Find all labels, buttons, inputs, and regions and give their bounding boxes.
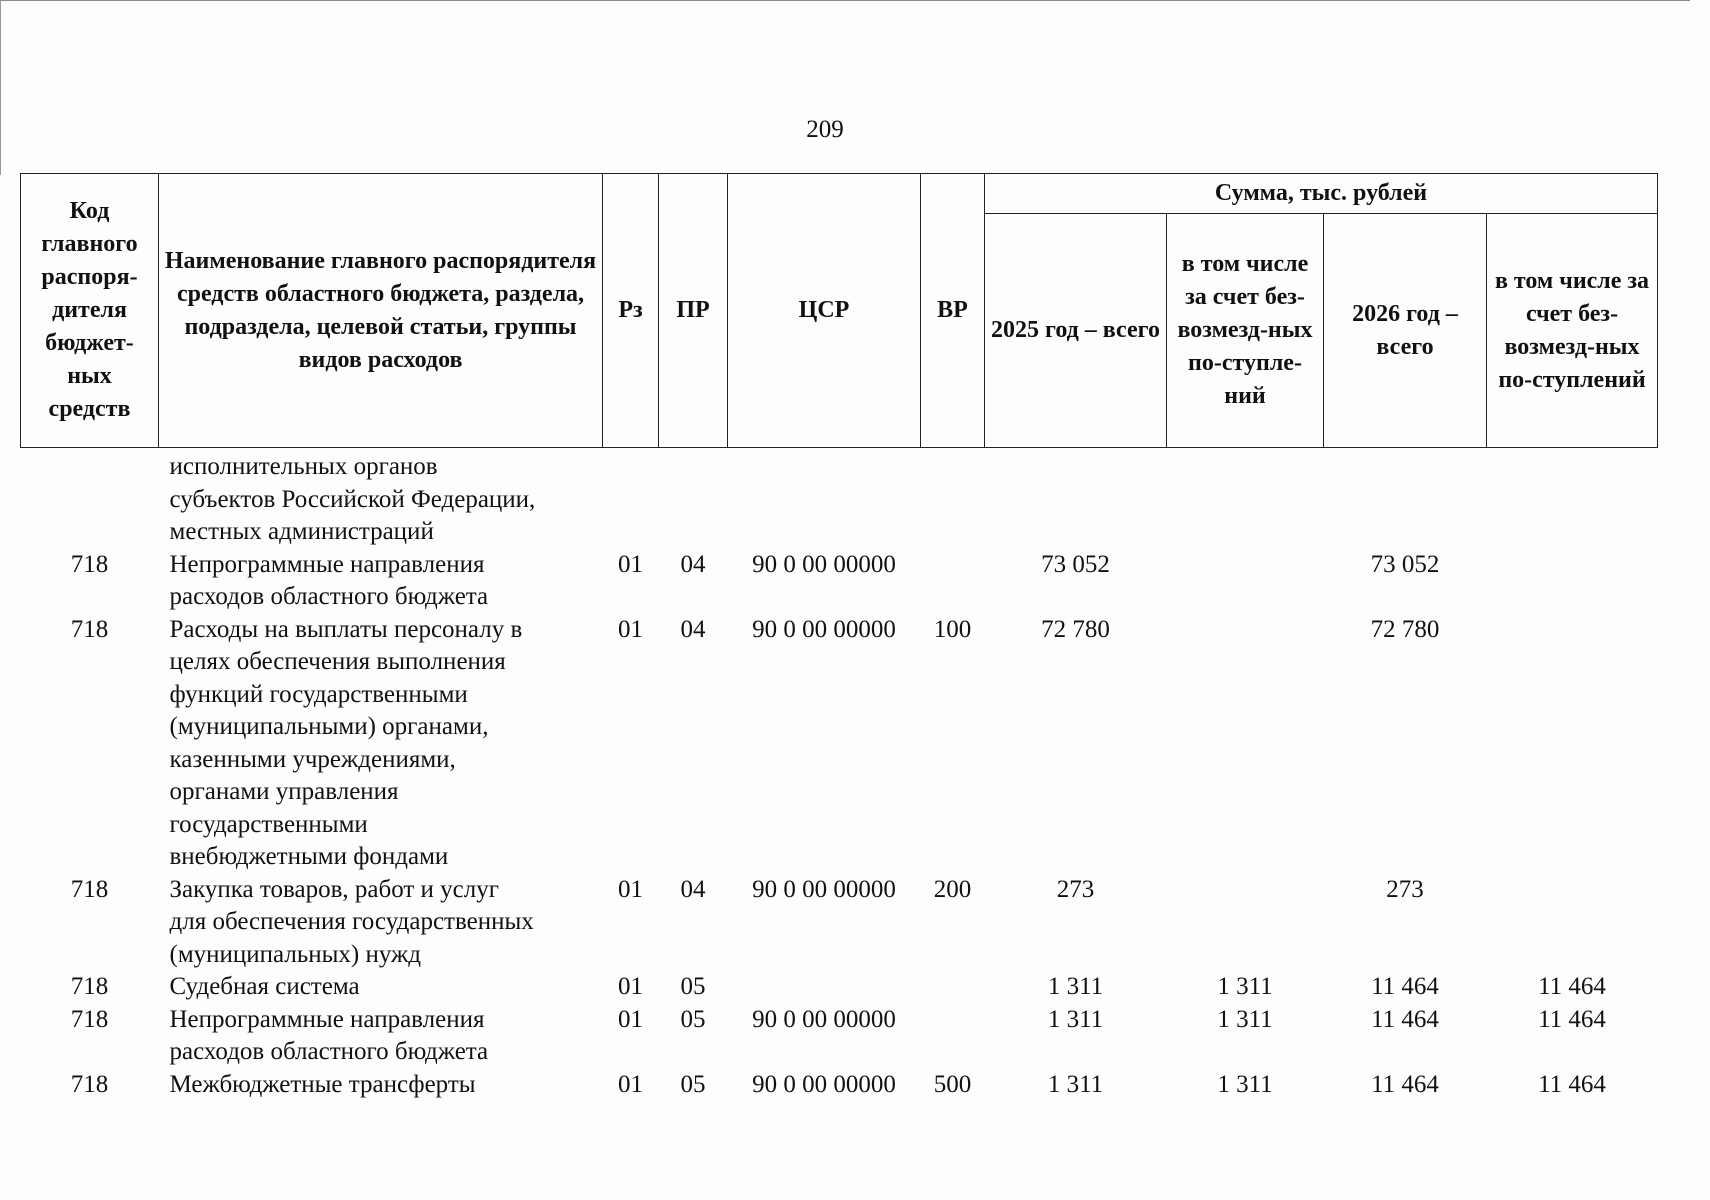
cell-csr [728,971,921,1004]
cell-2026-total: 273 [1386,875,1424,903]
cell-code: 718 [70,875,109,903]
cell-2026-free [1487,614,1658,874]
header-2026-total: 2026 год – всего [1324,214,1487,448]
cell-csr [728,451,921,549]
cell-2025-free [1167,549,1324,614]
cell-rz: 01 [618,550,643,578]
cell-2026-free: 11 464 [1538,1005,1606,1033]
table-row [21,549,1658,614]
cell-2025-total: 273 [1056,875,1095,903]
header-csr: ЦСР [728,174,921,448]
cell-2026-total: 11 464 [1371,1070,1439,1098]
cell-rz: 01 [618,1005,643,1033]
cell-2026-free [1487,451,1658,549]
cell-2025-total: 73 052 [1041,550,1110,578]
header-pr: ПР [659,174,728,448]
cell-pr: 05 [680,973,706,1000]
header-vr: ВР [921,174,985,448]
cell-csr: 90 0 00 00000 [752,875,896,903]
cell-2025-free: 1 311 [1217,1070,1273,1098]
cell-code: 718 [70,973,109,1000]
cell-2025-total: 1 311 [1047,1070,1104,1098]
cell-name: Судебная система [169,973,360,1000]
header-2025-total: 2025 год – всего [985,214,1167,448]
cell-2026-total [1324,451,1487,549]
cell-vr: 500 [933,1070,972,1098]
cell-vr [921,549,985,614]
cell-2025-total: 1 311 [1047,1005,1104,1033]
cell-code: 718 [70,1005,109,1033]
header-sum: Сумма, тыс. рублей [985,174,1658,214]
cell-vr: 200 [933,875,972,903]
cell-code: 718 [70,615,109,643]
header-2025-free: в том числе за счет без-возмезд-ных по-ступле-ний [1167,214,1324,448]
cell-pr: 04 [680,615,706,643]
cell-vr [921,971,985,1004]
cell-2025-total: 1 311 [1047,973,1104,1000]
header-rz: Рз [603,174,659,448]
scan-edge-line [0,0,1,175]
cell-2026-total: 11 464 [1371,973,1439,1000]
table-row [21,614,1658,874]
cell-vr [921,1004,985,1069]
cell-2025-free: 1 311 [1217,1005,1273,1033]
header-2026-free: в том числе за счет без-возмезд-ных по-ступлений [1487,214,1658,448]
cell-csr: 90 0 00 00000 [752,550,896,578]
cell-2025-free [1167,451,1324,549]
cell-2026-free [1487,549,1658,614]
header-name-label: Наименование главного распорядителя средств областного бюджета, раздела, подраздела, целевой статьи, группы видов расходов [164,247,597,373]
cell-pr: 04 [680,875,706,903]
table-row [21,451,1658,549]
table-row [21,1004,1658,1069]
cell-vr: 100 [933,615,972,643]
cell-name: Непрограммные направления расходов областного бюджета [169,1005,489,1065]
cell-csr: 90 0 00 00000 [752,1070,896,1098]
cell-2026-free [1487,874,1658,972]
cell-rz: 01 [618,1070,643,1098]
cell-2025-total [985,451,1167,549]
table-row [21,971,1658,1004]
cell-2025-free: 1 311 [1217,973,1273,1000]
table-row [21,874,1658,972]
cell-pr: 05 [680,1070,706,1098]
cell-name: Непрограммные направления расходов областного бюджета [169,550,489,610]
header-name [159,174,603,448]
cell-2025-total: 72 780 [1041,615,1110,643]
cell-rz [603,451,659,549]
cell-rz: 01 [618,615,643,643]
cell-2026-free: 11 464 [1538,973,1606,1000]
cell-2026-free: 11 464 [1538,1070,1606,1098]
budget-table [20,173,1658,1101]
cell-rz: 01 [618,875,643,903]
cell-2026-total: 72 780 [1370,615,1440,643]
cell-2026-total: 73 052 [1370,550,1440,578]
cell-2025-free [1167,874,1324,972]
cell-name: исполнительных органов субъектов Российской Федерации, местных администраций [169,453,536,545]
header-code [21,174,159,448]
cell-pr: 05 [680,1005,706,1033]
cell-pr [659,451,728,549]
page-number: 209 [806,116,844,143]
cell-csr: 90 0 00 00000 [752,615,896,643]
cell-code: 718 [70,550,109,578]
cell-name: Межбюджетные трансферты [169,1070,476,1098]
cell-2025-free [1167,614,1324,874]
table-row [21,1069,1658,1102]
cell-vr [921,451,985,549]
cell-rz: 01 [618,973,643,1000]
cell-code [21,451,159,549]
cell-pr: 04 [680,550,706,578]
cell-name: Закупка товаров, работ и услуг для обеспечения государственных (муниципальных) нужд [169,875,534,968]
cell-name: Расходы на выплаты персоналу в целях обеспечения выполнения функций государственными (муниципальными) органами, казенными учреждениями, органами управления государственными внебюджетными фондами [169,615,523,870]
cell-csr: 90 0 00 00000 [752,1005,896,1033]
cell-code: 718 [70,1070,109,1098]
cell-2026-total: 11 464 [1371,1005,1439,1033]
table-body [21,448,1658,1102]
scan-edge-line [0,0,1690,1]
header-code-label: Код главного распоря-дителя бюджет-ных средств [41,198,138,422]
